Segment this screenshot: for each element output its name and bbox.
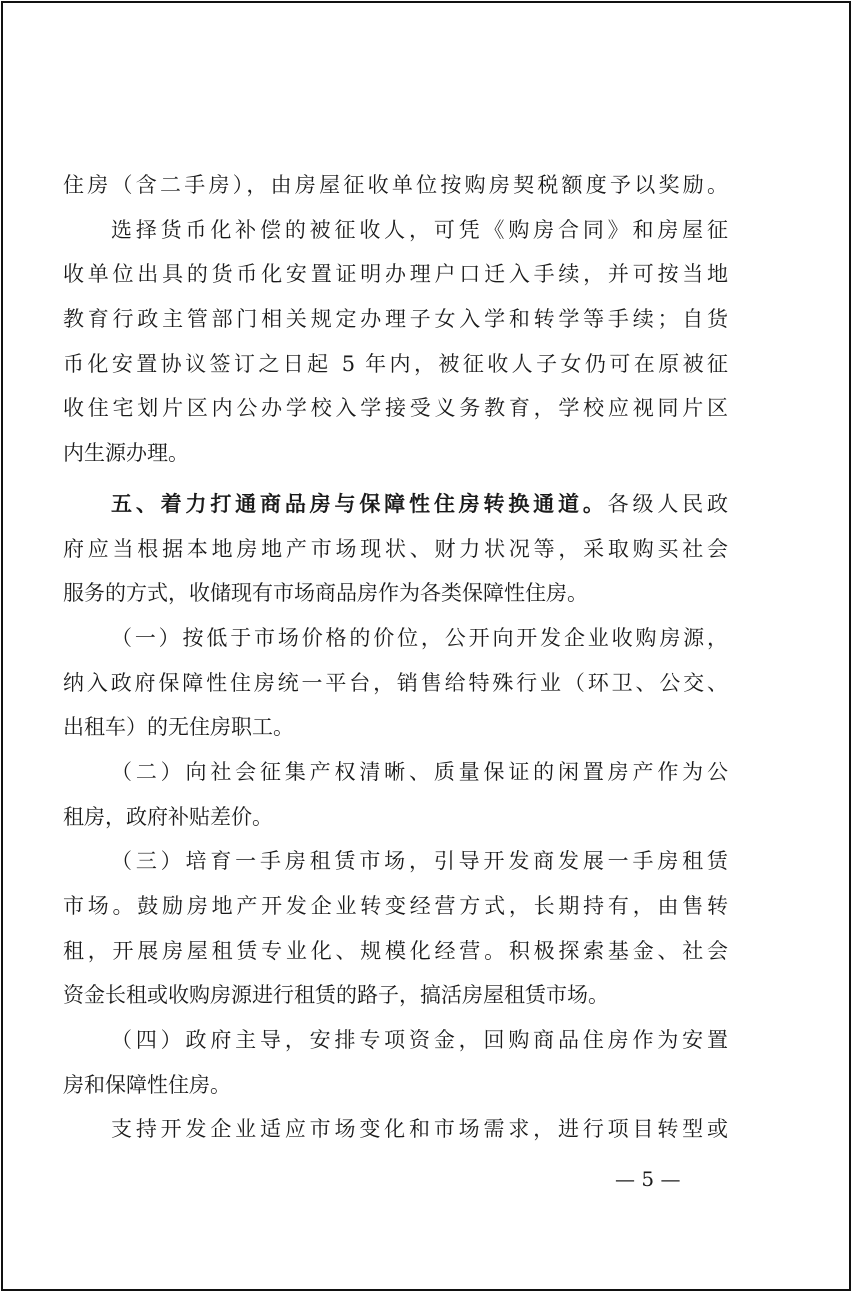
- text-line: 住房（含二手房），由房屋征收单位按购房契税额度予以奖励。: [63, 173, 728, 197]
- text-line: （二）向社会征集产权清晰、质量保证的闲置房产作为公: [111, 759, 728, 784]
- text-line: 租房，政府补贴差价。: [63, 804, 273, 829]
- paragraph: [63, 750, 728, 839]
- document-page: [1, 1, 851, 1291]
- text-line: 府应当根据本地房地产市场现状、财力状况等，采取购买社会: [63, 536, 728, 561]
- text-line: 支持开发企业适应市场变化和市场需求，进行项目转型或: [111, 1117, 728, 1142]
- page-number: — 5 —: [615, 1167, 681, 1191]
- text-line: （三）培育一手房租赁市场，引导开发商发展一手房租赁: [111, 849, 728, 874]
- text-line: 收单位出具的货币化安置证明办理户口迁入手续，并可按当地: [63, 262, 728, 287]
- paragraph: [63, 208, 728, 476]
- text-line: 市场。鼓励房地产开发企业转变经营方式，长期持有，由售转: [63, 894, 728, 918]
- text-line: 房和保障性住房。: [63, 1072, 231, 1097]
- text-line: 收住宅划片区内公办学校入学接受义务教育，学校应视同片区: [63, 396, 728, 421]
- text-line: 服务的方式，收储现有市场商品房作为各类保障性住房。: [63, 581, 588, 606]
- text-line: 教育行政主管部门相关规定办理子女入学和转学等手续；自货: [63, 307, 728, 332]
- paragraph: [63, 1107, 728, 1152]
- text-line: 出租车）的无住房职工。: [63, 715, 294, 740]
- text-line: 内生源办理。: [63, 441, 189, 466]
- text-line: （四）政府主导，安排专项资金，回购商品住房作为安置: [111, 1028, 728, 1053]
- paragraph: [63, 839, 728, 1018]
- text-line: 租，开展房屋租赁专业化、规模化经营。积极探索基金、社会: [63, 938, 728, 963]
- section-heading-continuation: 各级人民政: [607, 491, 729, 516]
- paragraph: [63, 616, 728, 750]
- section-paragraph: [63, 482, 728, 616]
- text-line: 选择货币化补偿的被征收人，可凭《购房合同》和房屋征: [111, 217, 728, 242]
- section-heading: 五、着力打通商品房与保障性住房转换通道。: [111, 491, 608, 516]
- paragraph: [63, 163, 728, 208]
- text-line: （一）按低于市场价格的价位，公开向开发企业收购房源，: [111, 625, 728, 650]
- document-body: [63, 163, 728, 1152]
- text-line: [63, 482, 728, 527]
- text-line: 币化安置协议签订之日起 5 年内，被征收人子女仍可在原被征: [63, 351, 728, 376]
- text-line: 资金长租或收购房源进行租赁的路子，搞活房屋租赁市场。: [63, 983, 609, 1008]
- paragraph: [63, 1018, 728, 1107]
- text-line: 纳入政府保障性住房统一平台，销售给特殊行业（环卫、公交、: [63, 670, 728, 695]
